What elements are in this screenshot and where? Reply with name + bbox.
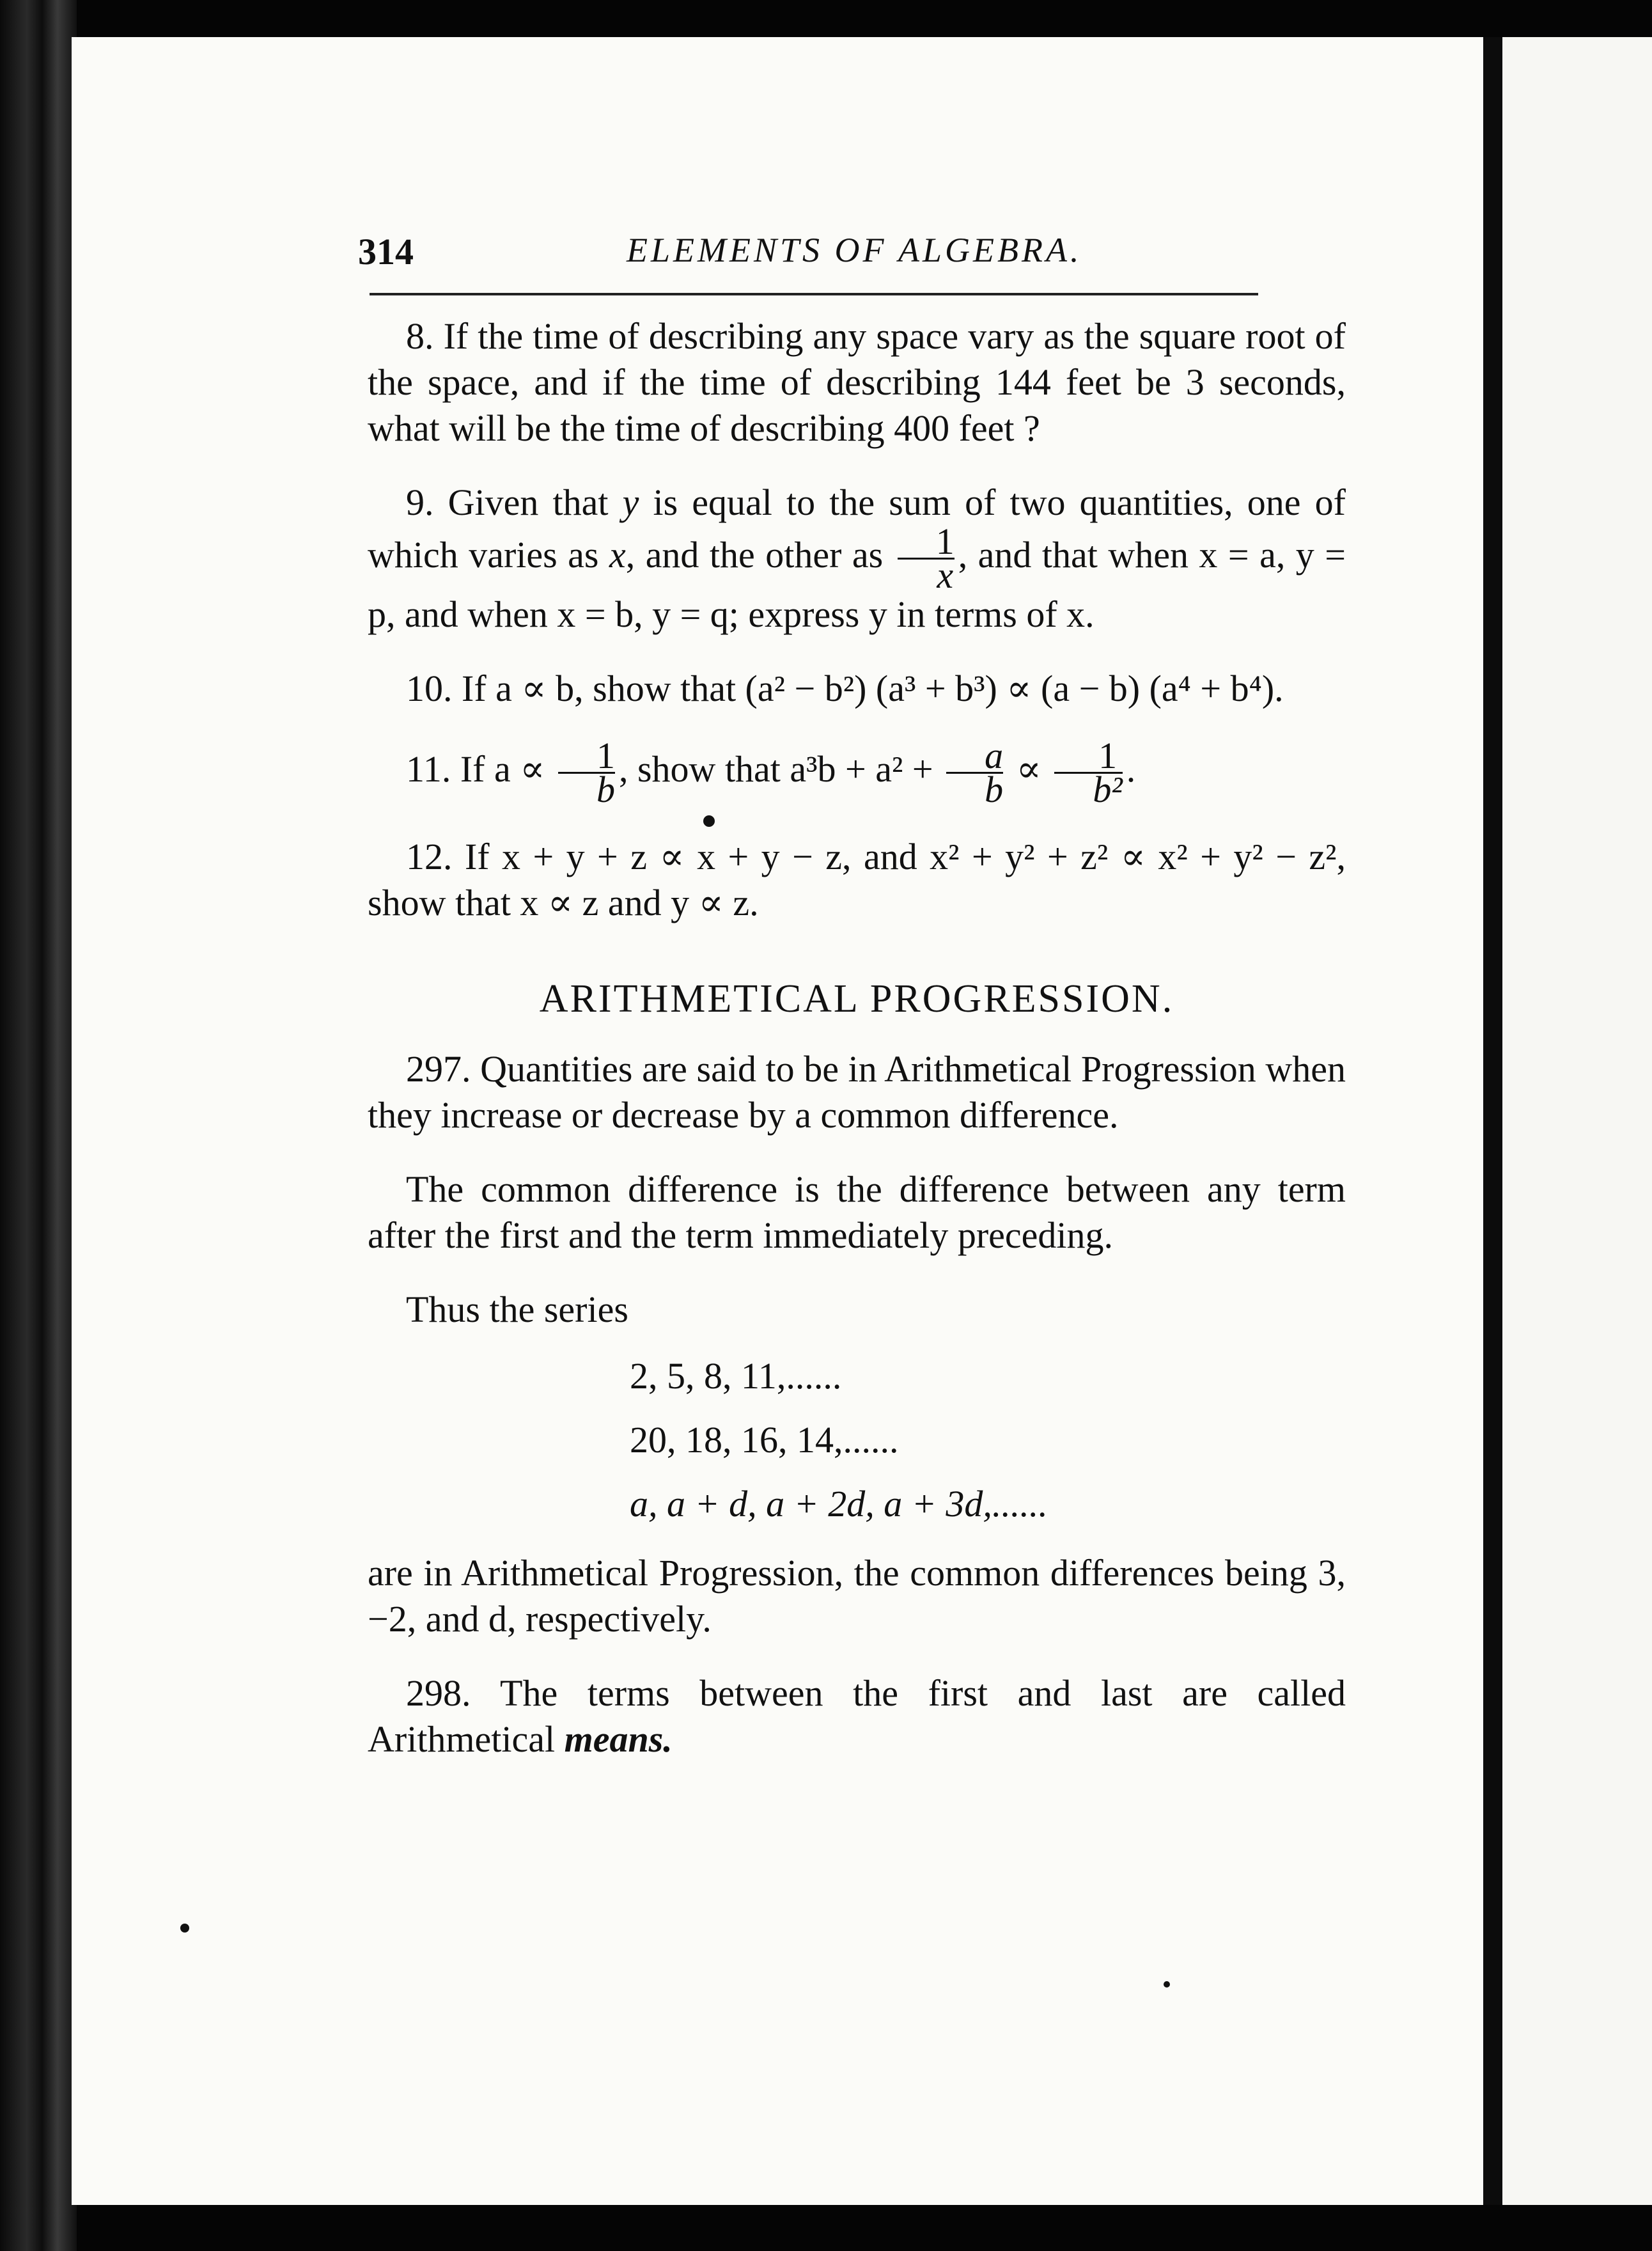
fraction-denominator: b² [1054,772,1122,806]
page-number: 314 [358,231,414,272]
problem-9-var-x: x [609,533,626,576]
article-298-text: 298. The terms between the first and last are called Arithmetical [368,1672,1346,1760]
problem-11-lead: 11. If a ∝ [406,748,554,790]
problem-12: 12. If x + y + z ∝ x + y − z, and x² + y² + z² ∝ x² + y² − z², show that x ∝ z and y ∝ z. [368,836,1346,923]
facing-page-edge [1502,37,1652,2205]
problem-11 [368,735,1346,810]
problem-9-var-y: y [622,482,639,523]
problem-9-other: , and the other as [625,533,894,576]
article-298-term: means. [564,1718,673,1760]
series-conclusion: are in Arithmetical Progression, the common differences being 3, −2, and d, respectively. [368,1552,1346,1640]
series-line: 20, 18, 16, 14,...... [630,1419,899,1461]
header-rule [370,293,1258,295]
problem-11-fraction-3 [1054,735,1123,810]
problem-9-fraction [898,521,955,596]
fraction-denominator: b [946,772,1003,806]
fraction-numerator: a [985,735,1004,776]
fraction-numerator: 1 [1098,735,1118,776]
problem-9-mid: is equal to the sum of two quantities, one of which varies as [368,482,1346,576]
ink-speck [1164,1981,1170,1988]
running-title: ELEMENTS OF ALGEBRA. [627,231,1082,269]
problem-11-end: . [1126,748,1136,790]
problem-9-tail: , and that when x = a, y = p, and when x = b, y = q; express y in terms of x. [368,533,1346,635]
ink-speck [703,815,715,827]
problem-9 [368,480,1346,638]
common-difference-definition: The common difference is the difference between any term after the first and the term immediately preceding. [368,1168,1346,1256]
problem-11-fraction-2 [946,735,1004,810]
article-298 [368,1670,1346,1762]
fraction-denominator: b [558,772,615,806]
problem-8: 8. If the time of describing any space vary as the square root of the space, and if the time of describing 144 feet be 3 seconds, what will be the time of describing 400 feet ? [368,315,1346,449]
series-intro: Thus the series [406,1289,628,1330]
problem-11-varies: ∝ [1007,748,1051,790]
article-297: 297. Quantities are said to be in Arithmetical Progression when they increase or decrease by a common difference. [368,1048,1346,1136]
page-header [358,211,1317,281]
problem-11-mid: , show that a³b + a² + [618,748,943,790]
problem-10: 10. If a ∝ b, show that (a² − b²) (a³ + b³) ∝ (a − b) (a⁴ + b⁴). [406,668,1284,709]
ink-speck [180,1924,189,1933]
page-body [368,313,1346,1791]
problem-9-lead: 9. Given that [406,482,623,523]
series-line: a, a + d, a + 2d, a + 3d,...... [630,1483,1048,1525]
series-line: 2, 5, 8, 11,...... [630,1355,842,1397]
fraction-denominator: x [898,558,955,592]
book-spine [0,0,77,2251]
series-list [630,1344,1346,1536]
fraction-numerator: 1 [935,521,955,562]
section-heading: ARITHMETICAL PROGRESSION. [539,977,1174,1021]
fraction-numerator: 1 [596,735,615,776]
problem-11-fraction-1 [558,735,615,810]
